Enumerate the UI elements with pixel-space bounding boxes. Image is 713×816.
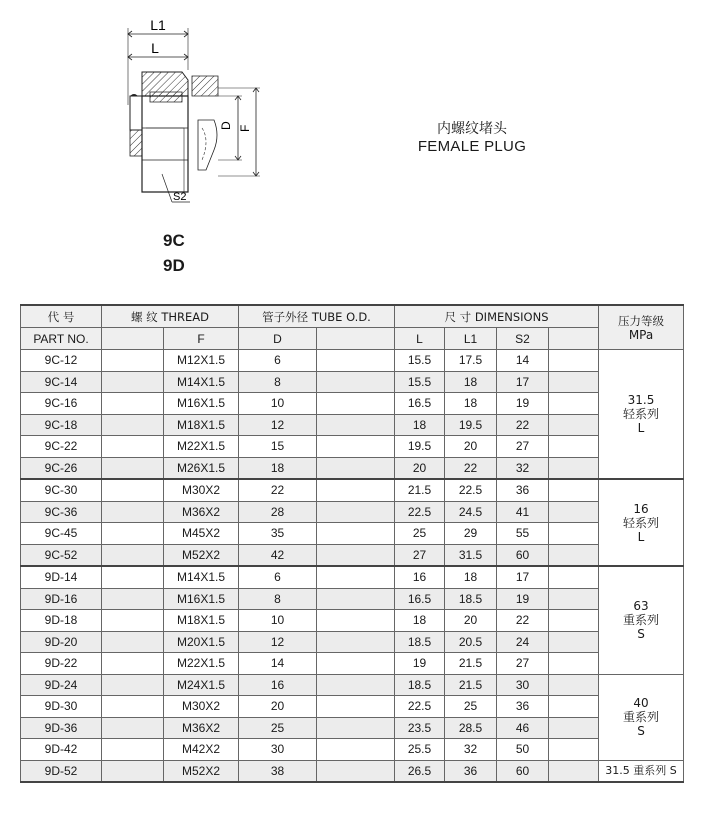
cell-l1: 32	[445, 739, 497, 761]
cell-part-no: 9C-14	[21, 371, 102, 393]
header-blank	[102, 328, 164, 350]
dim-l1-label: L1	[150, 17, 166, 33]
cell-s2: 60	[497, 544, 549, 566]
cell-blank	[317, 739, 395, 761]
cell-l: 21.5	[395, 479, 445, 501]
table-row	[21, 371, 684, 393]
table-row	[21, 760, 684, 782]
cell-part-no: 9C-18	[21, 414, 102, 436]
cell-blank	[549, 674, 599, 696]
header-part-cn: 代 号	[21, 305, 102, 328]
cell-s2: 17	[497, 371, 549, 393]
cell-blank	[317, 610, 395, 632]
cell-l: 19	[395, 653, 445, 675]
cell-blank	[317, 350, 395, 372]
cell-thread: M30X2	[164, 696, 239, 718]
cell-part-no: 9D-18	[21, 610, 102, 632]
cell-tube-od: 10	[239, 610, 317, 632]
cell-blank	[549, 393, 599, 415]
cell-blank	[549, 371, 599, 393]
cell-tube-od: 38	[239, 760, 317, 782]
cell-part-no: 9C-22	[21, 436, 102, 458]
cell-blank	[317, 523, 395, 545]
cell-tube-od: 28	[239, 501, 317, 523]
cell-l: 18.5	[395, 674, 445, 696]
table-row	[21, 544, 684, 566]
header-part-no: PART NO.	[21, 328, 102, 350]
cell-blank	[317, 566, 395, 588]
cell-l1: 21.5	[445, 653, 497, 675]
cell-blank	[102, 760, 164, 782]
cell-blank	[549, 544, 599, 566]
cell-l: 18.5	[395, 631, 445, 653]
cell-blank	[549, 653, 599, 675]
female-plug-drawing	[110, 10, 280, 210]
cell-blank	[317, 371, 395, 393]
cell-s2: 19	[497, 393, 549, 415]
cell-part-no: 9D-16	[21, 588, 102, 610]
cell-blank	[317, 696, 395, 718]
pressure-series: 重系列	[623, 710, 660, 724]
pressure-value: 63	[633, 599, 649, 614]
cell-blank	[102, 457, 164, 479]
cell-blank	[102, 696, 164, 718]
cell-blank	[102, 674, 164, 696]
cell-blank	[317, 760, 395, 782]
dim-f-label: F	[238, 124, 252, 132]
cell-tube-od: 16	[239, 674, 317, 696]
cell-thread: M45X2	[164, 523, 239, 545]
specification-table	[20, 304, 684, 783]
cell-thread: M18X1.5	[164, 610, 239, 632]
cell-l1: 18	[445, 393, 497, 415]
product-title-cn: 内螺纹堵头	[437, 121, 507, 137]
header-f: F	[164, 328, 239, 350]
cell-pressure-rating	[599, 479, 684, 566]
cell-l: 19.5	[395, 436, 445, 458]
cell-tube-od: 14	[239, 653, 317, 675]
cell-l1: 18	[445, 371, 497, 393]
cell-blank	[102, 371, 164, 393]
cell-blank	[317, 501, 395, 523]
cell-blank	[102, 566, 164, 588]
pressure-code: L	[637, 529, 645, 544]
header-pressure	[599, 305, 684, 350]
cell-l: 16	[395, 566, 445, 588]
cell-tube-od: 35	[239, 523, 317, 545]
cell-blank	[549, 760, 599, 782]
cell-l1: 18	[445, 566, 497, 588]
cell-blank	[549, 610, 599, 632]
cell-thread: M52X2	[164, 544, 239, 566]
table-row	[21, 523, 684, 545]
cell-tube-od: 15	[239, 436, 317, 458]
cell-l: 15.5	[395, 350, 445, 372]
cell-thread: M36X2	[164, 501, 239, 523]
cell-l1: 21.5	[445, 674, 497, 696]
pressure-series: 轻系列	[623, 407, 660, 421]
cell-s2: 22	[497, 414, 549, 436]
table-row	[21, 350, 684, 372]
pressure-code: S	[637, 724, 645, 738]
cell-pressure-rating	[599, 674, 684, 760]
cell-thread: M26X1.5	[164, 457, 239, 479]
cell-part-no: 9D-30	[21, 696, 102, 718]
product-title-en: FEMALE PLUG	[417, 138, 527, 155]
cell-thread: M36X2	[164, 717, 239, 739]
pressure-value: 31.5	[627, 393, 655, 407]
cell-s2: 24	[497, 631, 549, 653]
cell-l1: 36	[445, 760, 497, 782]
cell-part-no: 9D-24	[21, 674, 102, 696]
cell-part-no: 9C-52	[21, 544, 102, 566]
cell-blank	[102, 631, 164, 653]
table-row	[21, 414, 684, 436]
cell-l1: 17.5	[445, 350, 497, 372]
cell-l: 18	[395, 414, 445, 436]
cell-blank	[549, 436, 599, 458]
cell-s2: 50	[497, 739, 549, 761]
cell-blank	[317, 588, 395, 610]
cell-l1: 29	[445, 523, 497, 545]
cell-tube-od: 6	[239, 350, 317, 372]
cell-blank	[317, 544, 395, 566]
cell-l1: 22	[445, 457, 497, 479]
dim-d-label: D	[219, 121, 233, 130]
table-row	[21, 501, 684, 523]
cell-blank	[102, 479, 164, 501]
cell-tube-od: 10	[239, 393, 317, 415]
cell-blank	[549, 501, 599, 523]
table-row	[21, 457, 684, 479]
header-dimensions: 尺 寸 DIMENSIONS	[395, 305, 599, 328]
cell-thread: M14X1.5	[164, 566, 239, 588]
table-header-row-2	[21, 328, 684, 350]
pressure-value: 40	[633, 696, 649, 710]
cell-tube-od: 20	[239, 696, 317, 718]
pressure-code: L	[637, 421, 645, 435]
table-row	[21, 653, 684, 675]
table-row	[21, 739, 684, 761]
cell-part-no: 9C-12	[21, 350, 102, 372]
cell-blank	[317, 631, 395, 653]
cell-l1: 22.5	[445, 479, 497, 501]
cell-blank	[102, 588, 164, 610]
cell-s2: 60	[497, 760, 549, 782]
cell-l1: 24.5	[445, 501, 497, 523]
cell-l: 16.5	[395, 393, 445, 415]
cell-thread: M18X1.5	[164, 414, 239, 436]
header-pressure-cn: 压力等级	[618, 313, 665, 328]
cell-blank	[549, 523, 599, 545]
cell-tube-od: 25	[239, 717, 317, 739]
cell-thread: M22X1.5	[164, 653, 239, 675]
header-pressure-unit: MPa	[628, 327, 654, 342]
cell-l1: 20.5	[445, 631, 497, 653]
cell-blank	[102, 501, 164, 523]
cell-blank	[102, 350, 164, 372]
cell-l1: 31.5	[445, 544, 497, 566]
cell-l1: 20	[445, 610, 497, 632]
cell-pressure-rating	[599, 350, 684, 480]
header-tube-od: 管子外径 TUBE O.D.	[239, 305, 395, 328]
cell-s2: 14	[497, 350, 549, 372]
cell-blank	[317, 717, 395, 739]
cell-blank	[549, 350, 599, 372]
cell-part-no: 9D-52	[21, 760, 102, 782]
cell-thread: M16X1.5	[164, 393, 239, 415]
cell-blank	[549, 479, 599, 501]
cell-thread: M30X2	[164, 479, 239, 501]
table-header-row-1	[21, 305, 684, 328]
cell-l: 27	[395, 544, 445, 566]
cell-part-no: 9C-45	[21, 523, 102, 545]
cell-thread: M16X1.5	[164, 588, 239, 610]
cell-blank	[102, 544, 164, 566]
cell-s2: 36	[497, 479, 549, 501]
cell-blank	[102, 436, 164, 458]
cell-pressure-rating: 31.5 重系列 S	[599, 760, 684, 782]
cell-blank	[102, 739, 164, 761]
cell-s2: 46	[497, 717, 549, 739]
header-d: D	[239, 328, 317, 350]
cell-thread: M52X2	[164, 760, 239, 782]
cell-s2: 41	[497, 501, 549, 523]
header-thread: 螺 纹 THREAD	[102, 305, 239, 328]
cell-part-no: 9D-42	[21, 739, 102, 761]
cell-thread: M42X2	[164, 739, 239, 761]
cell-blank	[317, 457, 395, 479]
table-row	[21, 566, 684, 588]
cell-s2: 17	[497, 566, 549, 588]
cell-blank	[317, 674, 395, 696]
table-row	[21, 631, 684, 653]
cell-part-no: 9C-36	[21, 501, 102, 523]
cell-blank	[317, 436, 395, 458]
cell-blank	[549, 457, 599, 479]
cell-part-no: 9D-22	[21, 653, 102, 675]
pressure-value: 16	[633, 501, 649, 516]
pressure-series: 重系列	[623, 613, 660, 628]
cell-blank	[317, 414, 395, 436]
cell-thread: M24X1.5	[164, 674, 239, 696]
table-row	[21, 588, 684, 610]
cell-s2: 55	[497, 523, 549, 545]
cell-tube-od: 8	[239, 371, 317, 393]
cell-part-no: 9D-14	[21, 566, 102, 588]
cell-tube-od: 30	[239, 739, 317, 761]
cell-tube-od: 6	[239, 566, 317, 588]
cell-tube-od: 8	[239, 588, 317, 610]
cell-l: 16.5	[395, 588, 445, 610]
cell-thread: M20X1.5	[164, 631, 239, 653]
cell-l1: 19.5	[445, 414, 497, 436]
cell-blank	[549, 631, 599, 653]
cell-l1: 25	[445, 696, 497, 718]
cell-tube-od: 22	[239, 479, 317, 501]
cell-l1: 28.5	[445, 717, 497, 739]
table-row	[21, 696, 684, 718]
header-s2: S2	[497, 328, 549, 350]
cell-blank	[549, 588, 599, 610]
cell-blank	[549, 696, 599, 718]
cell-blank	[549, 739, 599, 761]
cell-s2: 32	[497, 457, 549, 479]
cell-tube-od: 42	[239, 544, 317, 566]
table-row	[21, 610, 684, 632]
cell-s2: 27	[497, 653, 549, 675]
cell-blank	[102, 523, 164, 545]
cell-part-no: 9C-16	[21, 393, 102, 415]
cell-l1: 20	[445, 436, 497, 458]
header-l1: L1	[445, 328, 497, 350]
cell-blank	[102, 414, 164, 436]
cell-part-no: 9C-30	[21, 479, 102, 501]
cell-s2: 27	[497, 436, 549, 458]
cell-l: 25.5	[395, 739, 445, 761]
header-l: L	[395, 328, 445, 350]
cell-l: 22.5	[395, 501, 445, 523]
cell-blank	[102, 717, 164, 739]
cell-s2: 30	[497, 674, 549, 696]
cell-blank	[549, 566, 599, 588]
dim-s2-label: S2	[173, 191, 187, 203]
pressure-series: 轻系列	[623, 515, 660, 530]
header-blank	[317, 328, 395, 350]
table-row	[21, 674, 684, 696]
table-row	[21, 436, 684, 458]
cell-pressure-rating	[599, 566, 684, 674]
cell-l: 25	[395, 523, 445, 545]
table-row	[21, 479, 684, 501]
cell-thread: M22X1.5	[164, 436, 239, 458]
cell-tube-od: 12	[239, 631, 317, 653]
table-row	[21, 393, 684, 415]
cell-part-no: 9D-20	[21, 631, 102, 653]
cell-blank	[102, 610, 164, 632]
cell-tube-od: 18	[239, 457, 317, 479]
header-blank	[549, 328, 599, 350]
cell-part-no: 9D-36	[21, 717, 102, 739]
cell-s2: 22	[497, 610, 549, 632]
cell-l: 23.5	[395, 717, 445, 739]
cell-blank	[317, 393, 395, 415]
cell-blank	[317, 479, 395, 501]
cell-l: 26.5	[395, 760, 445, 782]
model-label-9d: 9D	[163, 256, 185, 275]
cell-tube-od: 12	[239, 414, 317, 436]
model-label-9c: 9C	[163, 231, 185, 250]
dim-l-label: L	[151, 40, 159, 56]
cell-thread: M14X1.5	[164, 371, 239, 393]
cell-blank	[317, 653, 395, 675]
cell-l1: 18.5	[445, 588, 497, 610]
cell-blank	[102, 653, 164, 675]
cell-l: 22.5	[395, 696, 445, 718]
pressure-code: S	[637, 627, 645, 642]
cell-l: 20	[395, 457, 445, 479]
cell-l: 15.5	[395, 371, 445, 393]
cell-s2: 36	[497, 696, 549, 718]
cell-blank	[102, 393, 164, 415]
cell-thread: M12X1.5	[164, 350, 239, 372]
cell-blank	[549, 414, 599, 436]
cell-part-no: 9C-26	[21, 457, 102, 479]
table-row	[21, 717, 684, 739]
cell-blank	[549, 717, 599, 739]
cell-s2: 19	[497, 588, 549, 610]
cell-l: 18	[395, 610, 445, 632]
